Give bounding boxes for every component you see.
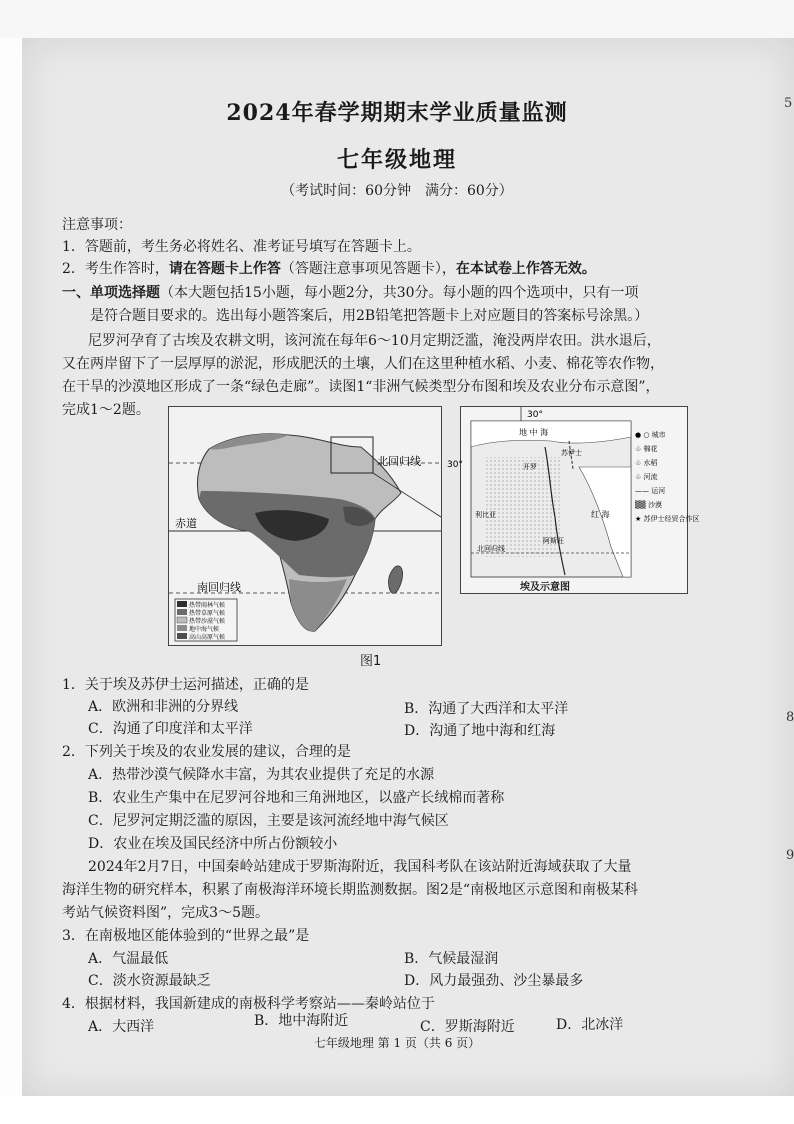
cairo-label: 开罗 — [523, 463, 537, 471]
inset-legend-rice: ♧ 水稻 — [635, 459, 658, 467]
passage-1-line-2: 又在两岸留下了一层厚厚的淤泥，形成肥沃的土壤，人们在这里种植水稻、小麦、棉花等农作物， — [62, 356, 664, 372]
legend-label-highland: 高山高原气候 — [189, 634, 226, 641]
q4-option-d: D．北冰洋 — [556, 1017, 624, 1033]
notice-heading: 注意事项： — [62, 217, 132, 233]
legend-label-desert: 热带沙漠气候 — [189, 618, 226, 625]
inset-caption: 埃及示意图 — [520, 582, 570, 593]
section-1-heading: 一、单项选择题 — [62, 285, 160, 301]
mediterranean-label: 地 中 海 — [519, 428, 549, 437]
egypt-inset-map-svg — [447, 407, 700, 593]
q1-stem: 1．关于埃及苏伊士运河描述，正确的是 — [62, 677, 309, 693]
suez-label: 苏伊士 — [561, 449, 582, 457]
page-footer: 七年级地理 第 1 页（共 6 页） — [313, 1036, 481, 1050]
q2-stem: 2．下列关于埃及的农业发展的建议，合理的是 — [62, 744, 351, 760]
legend-swatch-savanna — [177, 609, 187, 615]
section-1-line-1 — [62, 282, 639, 304]
edge-number: 8 — [786, 710, 794, 725]
section-1-intro-1: （本大题包括15小题，每小题2分，共30分。每小题的四个选项中，只有一项 — [160, 285, 639, 301]
passage-2-line-3: 考站气候资料图”，完成3～5题。 — [62, 905, 269, 921]
background-bottom — [0, 1096, 794, 1124]
inset-legend-river: ♧ 河流 — [635, 473, 658, 481]
edge-number: 9 — [786, 848, 794, 863]
q1-option-b: B．沟通了大西洋和太平洋 — [404, 701, 569, 717]
q3-option-d: D．风力最强劲、沙尘暴最多 — [404, 973, 584, 989]
inset-legend-canal: —— 运河 — [635, 487, 666, 495]
background-top — [0, 0, 794, 38]
passage-1-line-3: 在干旱的沙漠地区形成了一条“绿色走廊”。读图1“非洲气候类型分布图和埃及农业分布示意图”， — [62, 379, 660, 395]
inset-legend-desert: ▒▒ 沙漠 — [635, 501, 662, 509]
legend-swatch-desert — [177, 617, 187, 623]
q2-option-b: B．农业生产集中在尼罗河谷地和三角洲地区，以盛产长绒棉而著称 — [88, 790, 505, 806]
inset-legend-cotton: ♧ 棉花 — [635, 445, 658, 453]
red-sea-label: 红 海 — [591, 510, 610, 519]
aswan-label: 阿斯旺 — [543, 537, 564, 545]
libya-label: 利比亚 — [475, 511, 496, 519]
q1-option-c: C．沟通了印度洋和太平洋 — [88, 721, 253, 737]
climate-legend — [175, 599, 237, 641]
africa-climate-map-svg — [169, 407, 441, 645]
passage-1-line-1: 尼罗河孕育了古埃及农耕文明，该河流在每年6～10月定期泛滥，淹没两岸农田。洪水退后， — [88, 333, 661, 349]
inset-lat-top: 30° — [527, 410, 543, 420]
madagascar-island — [388, 566, 402, 593]
passage-1-line-4: 完成1～2题。 — [62, 402, 150, 418]
q2-option-a: A．热带沙漠气候降水丰富，为其农业提供了充足的水源 — [88, 767, 435, 783]
exam-title: 2024年春学期期末学业质量监测 — [226, 100, 568, 126]
legend-label-rainforest: 热带雨林气候 — [189, 602, 226, 609]
notice-item-2-a: 2．考生作答时， — [62, 261, 169, 277]
southern-zone — [289, 579, 347, 631]
passage-2-line-2: 海洋生物的研究样本，积累了南极海洋环境长期监测数据。图2是“南极地区示意图和南极某科 — [62, 882, 639, 898]
figure-1-label: 图1 — [360, 654, 382, 669]
q3-stem: 3．在南极地区能体验到的“世界之最”是 — [62, 928, 310, 944]
exam-subject: 七年级地理 — [336, 147, 457, 173]
exam-info: （考试时间：60分钟 满分：60分） — [281, 183, 513, 199]
q4-option-b: B．地中海附近 — [254, 1013, 349, 1029]
q4-option-a: A．大西洋 — [88, 1019, 155, 1035]
legend-label-mediterranean: 地中海气候 — [189, 626, 220, 633]
notice-item-2-c: （答题注意事项见答题卡）， — [280, 261, 456, 277]
notice-item-2-d: 在本试卷上作答无效。 — [455, 261, 596, 277]
notice-item-2-b: 请在答题卡上作答 — [168, 261, 281, 277]
q3-option-c: C．淡水资源最缺乏 — [88, 973, 211, 989]
africa-climate-map — [168, 406, 442, 646]
legend-swatch-highland — [177, 633, 187, 639]
q2-option-c: C．尼罗河定期泛滥的原因，主要是该河流经地中海气候区 — [88, 813, 449, 829]
q1-option-a: A．欧洲和非洲的分界线 — [88, 699, 239, 715]
inset-legend-trade-zone: ★ 苏伊士经贸合作区 — [635, 515, 700, 523]
legend-swatch-rainforest — [177, 601, 187, 607]
edge-number: 5 — [784, 96, 793, 111]
legend-swatch-mediterranean — [177, 625, 187, 631]
inset-tropic-label: 北回归线 — [477, 545, 505, 553]
q3-option-b: B．气候最湿润 — [404, 951, 499, 967]
q4-stem: 4．根据材料，我国新建成的南极科学考察站——秦岭站位于 — [62, 996, 435, 1012]
q4-option-c: C．罗斯海附近 — [420, 1019, 515, 1035]
legend-label-savanna: 热带草原气候 — [189, 610, 226, 617]
q1-option-d: D．沟通了地中海和红海 — [404, 723, 556, 739]
tropic-south-label: 南回归线 — [197, 581, 241, 594]
notice-item-1: 1．答题前，考生务必将姓名、准考证号填写在答题卡上。 — [62, 239, 421, 255]
tropic-north-label: 北回归线 — [377, 455, 421, 468]
equator-label: 赤道 — [175, 517, 197, 530]
egypt-inset-map — [447, 406, 700, 594]
inset-legend-city: ● ○ 城市 — [635, 431, 666, 439]
section-1-intro-2: 是符合题目要求的。选出每小题答案后，用2B铅笔把答题卡上对应题目的答案标号涂黑。） — [90, 308, 649, 324]
inset-lat-left: 30° — [447, 460, 463, 470]
q3-option-a: A．气温最低 — [88, 951, 169, 967]
notice-item-2 — [62, 258, 596, 280]
passage-2-line-1: 2024年2月7日，中国秦岭站建成于罗斯海附近，我国科考队在该站附近海域获取了大量 — [88, 859, 632, 875]
q2-option-d: D．农业在埃及国民经济中所占份额较小 — [88, 836, 338, 852]
